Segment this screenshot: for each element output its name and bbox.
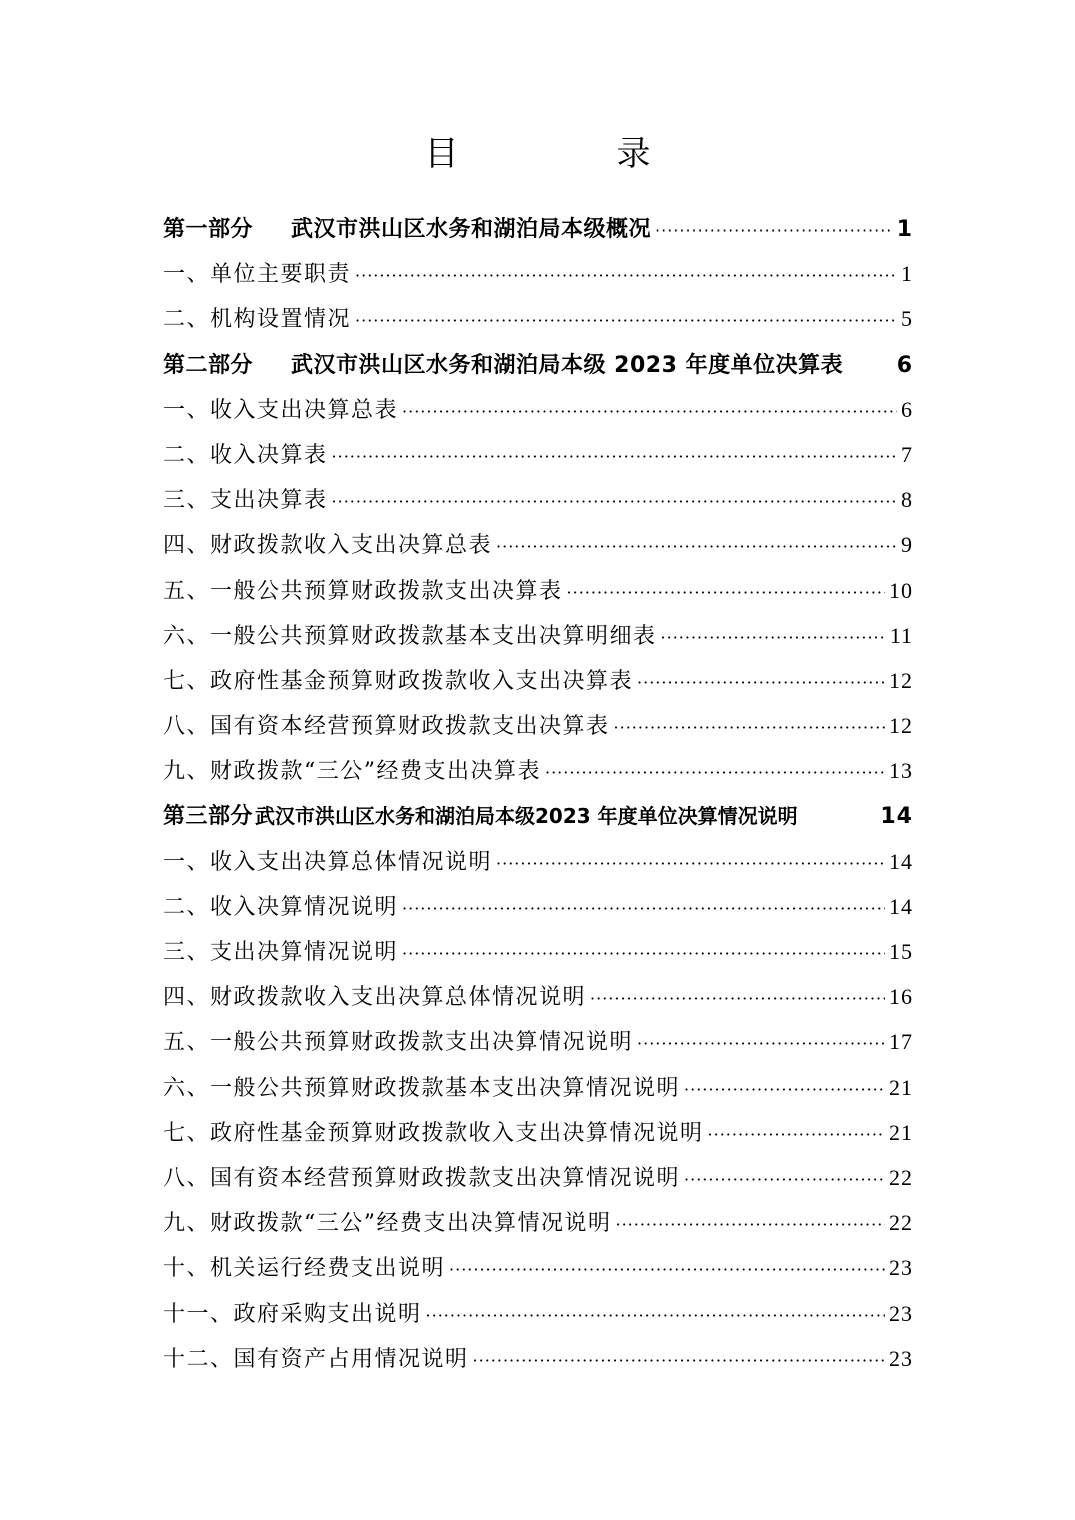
toc-entry[interactable]	[163, 709, 913, 754]
toc-page-number: 22	[889, 1164, 913, 1190]
toc-page-number: 21	[889, 1119, 913, 1145]
toc-page-number: 5	[901, 306, 913, 332]
toc-dot-leader	[402, 944, 885, 963]
toc-dot-leader	[661, 628, 886, 647]
toc-entry-label: 七、政府性基金预算财政拨款收入支出决算情况说明	[163, 1120, 704, 1146]
toc-dot-leader	[684, 1080, 885, 1099]
toc-entry[interactable]	[163, 890, 913, 935]
toc-page-number: 6	[896, 352, 913, 378]
toc-entry[interactable]	[163, 1342, 913, 1387]
toc-page-number: 21	[889, 1074, 913, 1100]
toc-part-label: 武汉市洪山区水务和湖泊局本级2023 年度单位决算情况说明	[255, 804, 798, 829]
toc-entry-label: 九、财政拨款“三公”经费支出决算情况说明	[163, 1211, 612, 1237]
toc-page-number: 12	[889, 713, 913, 739]
toc-entry[interactable]	[163, 1071, 913, 1116]
toc-dot-leader	[332, 492, 897, 511]
toc-dot-leader	[449, 1260, 885, 1279]
table-of-contents	[163, 212, 913, 1387]
toc-entry[interactable]	[163, 1297, 913, 1342]
toc-entry[interactable]	[163, 1206, 913, 1251]
toc-entry-label: 九、财政拨款“三公”经费支出决算表	[163, 759, 541, 785]
toc-entry[interactable]	[163, 664, 913, 709]
toc-page-number: 13	[889, 758, 913, 784]
toc-entry-label: 四、财政拨款收入支出决算总体情况说明	[163, 985, 587, 1011]
toc-dot-leader	[637, 673, 885, 692]
toc-dot-leader	[614, 718, 885, 737]
toc-dot-leader	[655, 221, 893, 240]
toc-dot-leader	[590, 989, 885, 1008]
toc-dot-leader	[616, 1215, 886, 1234]
toc-dot-leader	[355, 311, 897, 330]
toc-entry-label: 五、一般公共预算财政拨款支出决算表	[163, 578, 563, 604]
toc-title: 目 录	[424, 134, 713, 174]
toc-dot-leader	[332, 447, 897, 466]
toc-part-number: 第三部分	[163, 804, 254, 830]
toc-entry-label: 十二、国有资产占用情况说明	[163, 1346, 469, 1372]
toc-page-number: 17	[889, 1029, 913, 1055]
toc-part-number: 第一部分	[163, 217, 254, 242]
toc-entry-label: 二、收入决算表	[163, 442, 328, 468]
toc-entry[interactable]	[163, 1251, 913, 1296]
toc-dot-leader	[355, 266, 897, 285]
toc-page-number: 23	[889, 1300, 913, 1326]
toc-entry[interactable]	[163, 754, 913, 799]
toc-dot-leader	[684, 1170, 885, 1189]
toc-entry-label: 二、收入决算情况说明	[163, 894, 399, 920]
toc-page-number: 7	[901, 441, 913, 467]
toc-page-number: 14	[880, 804, 913, 830]
toc-entry-label: 八、国有资本经营预算财政拨款支出决算情况说明	[163, 1165, 681, 1191]
toc-entry-label: 一、收入支出决算总体情况说明	[163, 849, 493, 875]
toc-dot-leader	[426, 1306, 885, 1325]
toc-entry-label: 三、支出决算情况说明	[163, 940, 399, 965]
toc-entry-label: 十一、政府采购支出说明	[163, 1301, 422, 1327]
toc-entry-label: 七、政府性基金预算财政拨款收入支出决算表	[163, 668, 634, 694]
toc-page-number: 15	[889, 939, 913, 964]
toc-dot-leader	[402, 899, 885, 918]
toc-entry[interactable]	[163, 1116, 913, 1161]
toc-page-number: 23	[889, 1255, 913, 1281]
toc-page-number: 23	[889, 1345, 913, 1371]
toc-part-label: 武汉市洪山区水务和湖泊局本级概况	[291, 217, 652, 242]
toc-page-number: 16	[889, 984, 913, 1010]
toc-dot-leader	[637, 1034, 885, 1053]
toc-entry[interactable]	[163, 935, 913, 980]
toc-entry-label: 六、一般公共预算财政拨款基本支出决算明细表	[163, 623, 657, 649]
toc-page-number: 1	[901, 261, 913, 287]
toc-entry[interactable]	[163, 1161, 913, 1206]
toc-page-number: 8	[901, 487, 913, 513]
toc-page-number: 22	[889, 1210, 913, 1236]
toc-entry[interactable]	[163, 393, 913, 438]
toc-dot-leader	[402, 402, 897, 421]
toc-entry[interactable]	[163, 528, 913, 573]
toc-page-number: 9	[901, 532, 913, 558]
toc-dot-leader	[473, 1351, 885, 1370]
toc-entry-label: 二、机构设置情况	[163, 307, 352, 333]
toc-entry-label: 五、一般公共预算财政拨款支出决算情况说明	[163, 1030, 634, 1056]
toc-part-2[interactable]	[163, 348, 913, 393]
toc-dot-leader	[567, 583, 885, 602]
toc-entry-label: 十、机关运行经费支出说明	[163, 1256, 446, 1282]
toc-part-3[interactable]	[163, 799, 913, 844]
toc-dot-leader	[496, 537, 897, 556]
toc-entry[interactable]	[163, 980, 913, 1025]
toc-entry[interactable]	[163, 845, 913, 890]
toc-page-number: 1	[896, 217, 913, 242]
toc-page-number: 10	[889, 577, 913, 603]
toc-entry-label: 一、收入支出决算总表	[163, 397, 399, 423]
toc-entry-label: 四、财政拨款收入支出决算总表	[163, 533, 493, 559]
toc-part-label: 武汉市洪山区水务和湖泊局本级 2023 年度单位决算表	[291, 352, 844, 378]
toc-page-number: 14	[889, 848, 913, 874]
toc-dot-leader	[496, 854, 885, 873]
toc-entry[interactable]	[163, 483, 913, 528]
toc-entry-label: 六、一般公共预算财政拨款基本支出决算情况说明	[163, 1075, 681, 1101]
toc-entry[interactable]	[163, 619, 913, 664]
toc-entry[interactable]	[163, 302, 913, 347]
toc-dot-leader	[545, 763, 885, 782]
toc-entry-label: 三、支出决算表	[163, 488, 328, 514]
toc-page-number: 14	[889, 893, 913, 919]
toc-entry[interactable]	[163, 574, 913, 619]
toc-entry[interactable]	[163, 438, 913, 483]
toc-page-number: 6	[901, 396, 913, 422]
toc-entry[interactable]	[163, 1025, 913, 1070]
toc-entry[interactable]	[163, 257, 913, 302]
toc-entry-label: 八、国有资本经营预算财政拨款支出决算表	[163, 714, 610, 740]
toc-part-1[interactable]	[163, 212, 913, 257]
toc-entry-label: 一、单位主要职责	[163, 262, 352, 288]
toc-part-number: 第二部分	[163, 352, 254, 378]
toc-dot-leader	[708, 1125, 885, 1144]
toc-page-number: 12	[889, 667, 913, 693]
toc-page-number: 11	[889, 622, 913, 648]
